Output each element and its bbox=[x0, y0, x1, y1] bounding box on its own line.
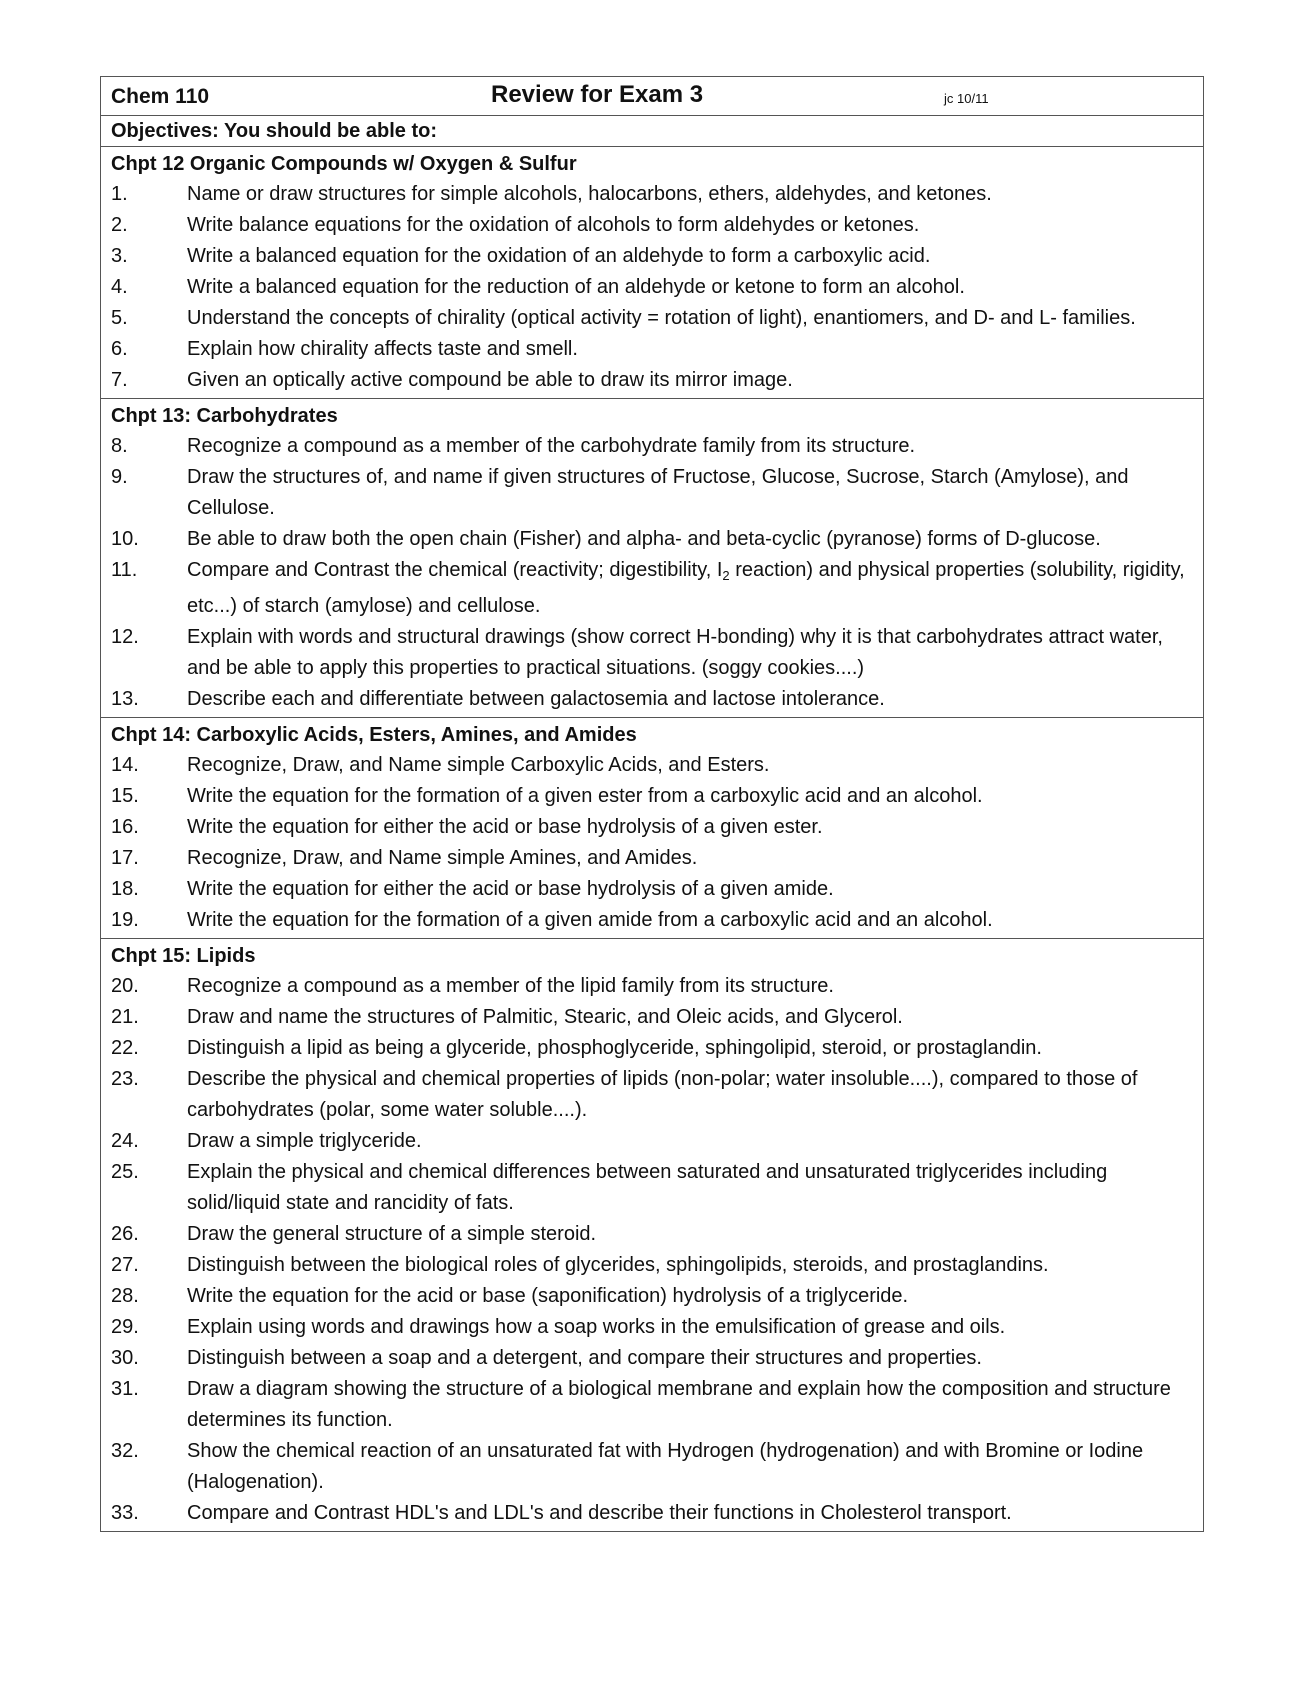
objective-item bbox=[101, 1126, 1203, 1157]
objective-number: 10. bbox=[111, 528, 139, 550]
objective-text: Write balance equations for the oxidation of alcohols to form aldehydes or ketones. bbox=[187, 214, 920, 236]
section-title: Chpt 15: Lipids bbox=[111, 945, 256, 967]
objective-text: Write a balanced equation for the reduction of an aldehyde or ketone to form an alcohol. bbox=[187, 276, 965, 298]
objective-number: 13. bbox=[111, 688, 139, 710]
objective-text: Given an optically active compound be able to draw its mirror image. bbox=[187, 369, 793, 391]
objective-text: Describe the physical and chemical properties of lipids (non-polar; water insoluble....), compared to those of carbohydrates (polar, some water soluble....). bbox=[187, 1068, 1138, 1121]
objective-number: 12. bbox=[111, 626, 139, 648]
objective-item bbox=[101, 1219, 1203, 1250]
objective-item bbox=[101, 1343, 1203, 1374]
objective-number: 15. bbox=[111, 785, 139, 807]
subscript: 2 bbox=[722, 568, 730, 583]
objective-text: Write the equation for the formation of a given amide from a carboxylic acid and an alcohol. bbox=[187, 909, 993, 931]
objective-text: Be able to draw both the open chain (Fisher) and alpha- and beta-cyclic (pyranose) forms of D-glucose. bbox=[187, 528, 1101, 550]
objective-number: 18. bbox=[111, 878, 139, 900]
objective-item bbox=[101, 555, 1203, 622]
objective-item bbox=[101, 1281, 1203, 1312]
objective-text: Describe each and differentiate between galactosemia and lactose intolerance. bbox=[187, 688, 885, 710]
objective-item bbox=[101, 179, 1203, 210]
objective-number: 16. bbox=[111, 816, 139, 838]
objective-text: Compare and Contrast HDL's and LDL's and describe their functions in Cholesterol transport. bbox=[187, 1502, 1012, 1524]
objective-number: 22. bbox=[111, 1037, 139, 1059]
objective-text: Recognize a compound as a member of the carbohydrate family from its structure. bbox=[187, 435, 916, 457]
objective-text: Write the equation for the formation of a given ester from a carboxylic acid and an alcohol. bbox=[187, 785, 983, 807]
objective-text: Explain with words and structural drawings (show correct H-bonding) why it is that carbohydrates attract water, and be able to apply this properties to practical situations. (soggy cookies....) bbox=[187, 626, 1163, 679]
objective-number: 7. bbox=[111, 369, 128, 391]
objectives-label: Objectives: You should be able to: bbox=[101, 116, 1203, 147]
objective-item bbox=[101, 365, 1203, 396]
objective-text: Draw a simple triglyceride. bbox=[187, 1130, 422, 1152]
objective-text-part: reaction) and physical properties (solubility, rigidity, etc...) of starch (amylose) and cellulose. bbox=[187, 559, 1185, 617]
objective-item bbox=[101, 1250, 1203, 1281]
objective-number: 20. bbox=[111, 975, 139, 997]
objective-number: 30. bbox=[111, 1347, 139, 1369]
objective-item bbox=[101, 781, 1203, 812]
section bbox=[101, 399, 1203, 718]
objective-text: Explain the physical and chemical differences between saturated and unsaturated triglycerides including solid/liquid state and rancidity of fats. bbox=[187, 1161, 1108, 1214]
objective-text: Draw the general structure of a simple steroid. bbox=[187, 1223, 597, 1245]
section bbox=[101, 718, 1203, 939]
objective-item bbox=[101, 334, 1203, 365]
objective-item bbox=[101, 1033, 1203, 1064]
objective-item bbox=[101, 622, 1203, 684]
objective-text: Recognize, Draw, and Name simple Amines, and Amides. bbox=[187, 847, 698, 869]
objective-text: Write the equation for either the acid or base hydrolysis of a given ester. bbox=[187, 816, 823, 838]
objective-number: 3. bbox=[111, 245, 128, 267]
objective-number: 11. bbox=[111, 559, 138, 581]
objective-number: 9. bbox=[111, 466, 128, 488]
objective-number: 26. bbox=[111, 1223, 139, 1245]
objective-item bbox=[101, 905, 1203, 936]
header-row bbox=[101, 77, 1203, 116]
objective-number: 14. bbox=[111, 754, 139, 776]
document-title: Review for Exam 3 bbox=[491, 81, 704, 108]
objective-item bbox=[101, 750, 1203, 781]
objective-number: 27. bbox=[111, 1254, 139, 1276]
objective-item bbox=[101, 843, 1203, 874]
objective-item bbox=[101, 1157, 1203, 1219]
objective-item bbox=[101, 1064, 1203, 1126]
objective-item bbox=[101, 971, 1203, 1002]
objective-item bbox=[101, 241, 1203, 272]
objective-number: 2. bbox=[111, 214, 128, 236]
section-title: Chpt 13: Carbohydrates bbox=[111, 405, 338, 427]
section bbox=[101, 939, 1203, 1531]
objective-item bbox=[101, 303, 1203, 334]
objective-item bbox=[101, 210, 1203, 241]
objective-item bbox=[101, 812, 1203, 843]
section-title: Chpt 12 Organic Compounds w/ Oxygen & Sulfur bbox=[111, 153, 577, 175]
course-name: Chem 110 bbox=[111, 85, 210, 108]
objective-text: Explain using words and drawings how a soap works in the emulsification of grease and oils. bbox=[187, 1316, 1006, 1338]
objective-text bbox=[187, 555, 1203, 622]
objective-text: Understand the concepts of chirality (optical activity = rotation of light), enantiomers, and D- and L- families. bbox=[187, 307, 1136, 329]
objective-number: 29. bbox=[111, 1316, 139, 1338]
section bbox=[101, 147, 1203, 399]
objective-item bbox=[101, 1002, 1203, 1033]
objective-number: 28. bbox=[111, 1285, 139, 1307]
objective-item bbox=[101, 1374, 1203, 1436]
objective-number: 25. bbox=[111, 1161, 139, 1183]
objective-number: 17. bbox=[111, 847, 139, 869]
objective-text: Name or draw structures for simple alcohols, halocarbons, ethers, aldehydes, and ketones. bbox=[187, 183, 992, 205]
objective-number: 1. bbox=[111, 183, 128, 205]
sections-container bbox=[101, 147, 1203, 1531]
objective-text: Distinguish between a soap and a detergent, and compare their structures and properties. bbox=[187, 1347, 982, 1369]
objective-item bbox=[101, 1436, 1203, 1498]
section-title: Chpt 14: Carboxylic Acids, Esters, Amines, and Amides bbox=[111, 724, 637, 746]
objective-number: 31. bbox=[111, 1378, 139, 1400]
review-sheet bbox=[100, 76, 1204, 1532]
objective-text: Explain how chirality affects taste and smell. bbox=[187, 338, 578, 360]
objective-item bbox=[101, 431, 1203, 462]
objective-text: Write the equation for the acid or base (saponification) hydrolysis of a triglyceride. bbox=[187, 1285, 909, 1307]
objective-text: Recognize a compound as a member of the lipid family from its structure. bbox=[187, 975, 834, 997]
objective-text: Distinguish between the biological roles of glycerides, sphingolipids, steroids, and prostaglandins. bbox=[187, 1254, 1049, 1276]
objective-text: Recognize, Draw, and Name simple Carboxylic Acids, and Esters. bbox=[187, 754, 770, 776]
objective-text: Write the equation for either the acid or base hydrolysis of a given amide. bbox=[187, 878, 834, 900]
objective-item bbox=[101, 1312, 1203, 1343]
objective-number: 32. bbox=[111, 1440, 139, 1462]
objective-text-part: Compare and Contrast the chemical (reactivity; digestibility, I bbox=[187, 559, 723, 581]
objective-number: 4. bbox=[111, 276, 128, 298]
objective-item bbox=[101, 874, 1203, 905]
objective-text: Distinguish a lipid as being a glyceride, phosphoglyceride, sphingolipid, steroid, or prostaglandin. bbox=[187, 1037, 1042, 1059]
objective-text: Draw a diagram showing the structure of a biological membrane and explain how the composition and structure determines its function. bbox=[187, 1378, 1171, 1431]
objective-text: Draw the structures of, and name if given structures of Fructose, Glucose, Sucrose, Starch (Amylose), and Cellulose. bbox=[187, 466, 1129, 519]
objective-number: 21. bbox=[111, 1006, 139, 1028]
objective-number: 33. bbox=[111, 1502, 139, 1524]
objective-text: Draw and name the structures of Palmitic, Stearic, and Oleic acids, and Glycerol. bbox=[187, 1006, 903, 1028]
objective-text: Show the chemical reaction of an unsaturated fat with Hydrogen (hydrogenation) and with Bromine or Iodine (Halogenation). bbox=[187, 1440, 1144, 1493]
objective-text: Write a balanced equation for the oxidation of an aldehyde to form a carboxylic acid. bbox=[187, 245, 931, 267]
objective-number: 19. bbox=[111, 909, 139, 931]
objective-number: 23. bbox=[111, 1068, 139, 1090]
objective-item bbox=[101, 524, 1203, 555]
document-code: jc 10/11 bbox=[944, 91, 989, 106]
objective-number: 5. bbox=[111, 307, 128, 329]
objective-number: 6. bbox=[111, 338, 128, 360]
objective-item bbox=[101, 272, 1203, 303]
objective-item bbox=[101, 684, 1203, 715]
objective-number: 8. bbox=[111, 435, 128, 457]
objective-item bbox=[101, 1498, 1203, 1529]
objective-number: 24. bbox=[111, 1130, 139, 1152]
objective-item bbox=[101, 462, 1203, 524]
